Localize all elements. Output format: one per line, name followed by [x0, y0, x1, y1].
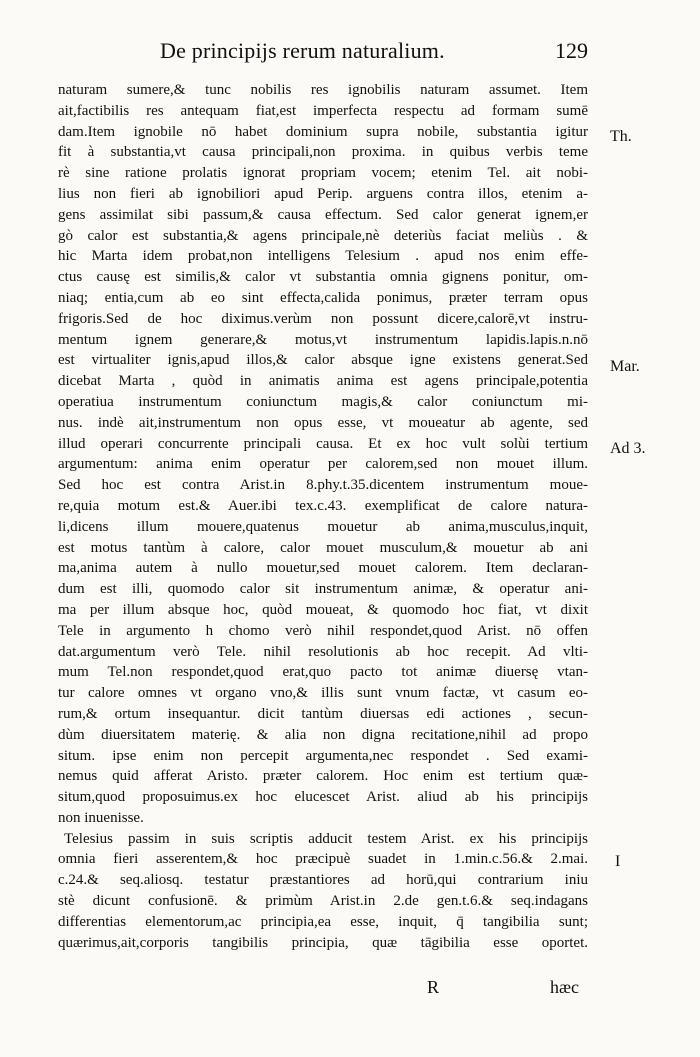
page-number: 129: [555, 38, 588, 63]
text-line: est motus tantùm à calore, calor mouet musculum,& mouetur ab ani: [58, 539, 588, 556]
text-line: rum,& ortum insequantur. dicit tantùm diuersas edi actiones , secun-: [58, 705, 588, 722]
text-line: ma,anima autem à nullo mouetur,sed mouet calorem. Item declaran-: [58, 560, 588, 577]
text-line: hic Marta idem probat,non intelligens Telesium . apud nos enim effe-: [58, 248, 588, 265]
text-line: frigoris.Sed de hoc diximus.verùm non possunt dicere,calorē,vt instru-: [58, 310, 588, 327]
text-line: omnia fieri asserentem,& hoc præcipuè suadet in 1.min.c.56.& 2.mai.: [58, 851, 588, 868]
text-line: fit à substantia,vt causa principali,non proxima. in quibus verbis teme: [58, 144, 588, 161]
text-line: situm,quod proposuimus.ex hoc elucescet Arist. aliud ab his principijs: [58, 789, 588, 806]
text-line: gens assimilat sibi passum,& causa effectum. Sed calor generat ignem,er: [58, 206, 588, 223]
catchword: hæc: [550, 977, 579, 997]
text-line: mum Tel.non respondet,quod erat,quo pacto tot animæ diuersę vtan-: [58, 664, 588, 681]
text-line: stè dicunt confusionē. & primùm Arist.in 2.de gen.t.6.& seq.indagans: [58, 893, 588, 910]
text-line: Telesius passim in suis scriptis adducit testem Arist. ex his principijs: [64, 830, 588, 847]
page-footer: [0, 977, 700, 1001]
text-line: illud operari concurrente principali causa. Et ex hoc vult solùi tertium: [58, 435, 588, 452]
text-line: dam.Item ignobile nō habet dominium supra nobile, substantia igitur: [58, 123, 588, 140]
text-line: gò calor est substantia,& agens principale,nè deteriùs faciat meliùs . &: [58, 227, 588, 244]
signature-mark: R: [427, 977, 440, 997]
margin-note-one: I: [615, 853, 621, 870]
body-text: [58, 80, 588, 953]
text-line: Sed hoc est contra Arist.in 8.phy.t.35.dicentem instrumentum moue-: [58, 477, 588, 494]
page-header: [160, 38, 600, 78]
text-line: tur calore omnes vt organo vno,& illis sunt vnum factæ, vt casum eo-: [58, 685, 588, 702]
text-line: situm. ipse enim non percepit argumenta,nec respondet . Sed exami-: [58, 747, 588, 764]
text-line: rè sine ratione prolatis ignorat propriam vocem; etenim Tel. ait nobi-: [58, 165, 588, 182]
text-line: operatiua instrumentum coniunctum magis,& calor coniunctum mi-: [58, 393, 588, 410]
text-line: niaq; entia,cum ab eo sint effecta,calida ponimus, præter terram opus: [58, 289, 588, 306]
text-line: Tele in argumento h chomo verò nihil respondet,quod Arist. nō offen: [58, 622, 588, 639]
text-line: ctus causę est similis,& calor vt substantia omnia gignens ponitur, om-: [58, 269, 588, 286]
text-line: dum est illi, quomodo calor sit instrumentum animæ, & operatur ani-: [58, 581, 588, 598]
margin-note-ad3: Ad 3.: [610, 440, 646, 457]
text-line: lius non fieri ab ignobiliori apud Perip. arguens contra illos, etenim a-: [58, 185, 588, 202]
text-line: non inuenisse.: [58, 809, 144, 826]
text-line: nus. indè ait,instrumentum non opus esse, vt moueatur ab agente, sed: [58, 414, 588, 431]
text-line: dùm diuersitatem materię. & alia non digna recitatione,nihil ad propo: [58, 726, 588, 743]
text-line: ma per illum absque hoc, quòd moueat, & quomodo hoc fiat, vt dixit: [58, 601, 588, 618]
margin-note-th: Th.: [610, 128, 632, 145]
text-line: naturam sumere,& tunc nobilis res ignobilis naturam assumet. Item: [58, 82, 588, 98]
text-line: mentum ignem generare,& motus,vt instrumentum lapidis.lapis.n.nō: [58, 331, 588, 348]
text-line: dat.argumentum verò Tele. nihil resolutionis ab hoc recepit. Ad vlti-: [58, 643, 588, 660]
running-title: De principijs rerum naturalium.: [160, 38, 445, 63]
margin-note-mar: Mar.: [610, 358, 640, 375]
text-line: differentias elementorum,ac principia,ea esse, inquit, q̄ tangibilia sunt;: [58, 913, 588, 930]
text-line: quærimus,ait,corporis tangibilis principia, quæ tāgibilia esse oportet.: [58, 934, 588, 951]
text-line: dicebat Marta , quòd in animatis anima est agens principale,potentia: [58, 373, 588, 390]
text-line: argumentum: anima enim operatur per calorem,sed non mouet illum.: [58, 456, 588, 473]
text-line: c.24.& seq.aliosq. testatur præstantiores ad horū,qui contrarium iniu: [58, 872, 588, 889]
text-line: est virtualiter ignis,apud illos,& calor absque igne existens generat.Sed: [58, 352, 588, 369]
text-line: li,dicens illum mouere,quatenus mouetur ab anima,musculus,inquit,: [58, 518, 588, 535]
text-line: ait,factibilis res antequam fiat,est imperfecta respectu ad formam sumē: [58, 102, 588, 119]
text-line: re,quia motum est.& Auer.ibi tex.c.43. exemplificat de calore natura-: [58, 497, 588, 514]
text-line: nemus quid afferat Aristo. præter calorem. Hoc enim est tertium quæ-: [58, 768, 588, 785]
